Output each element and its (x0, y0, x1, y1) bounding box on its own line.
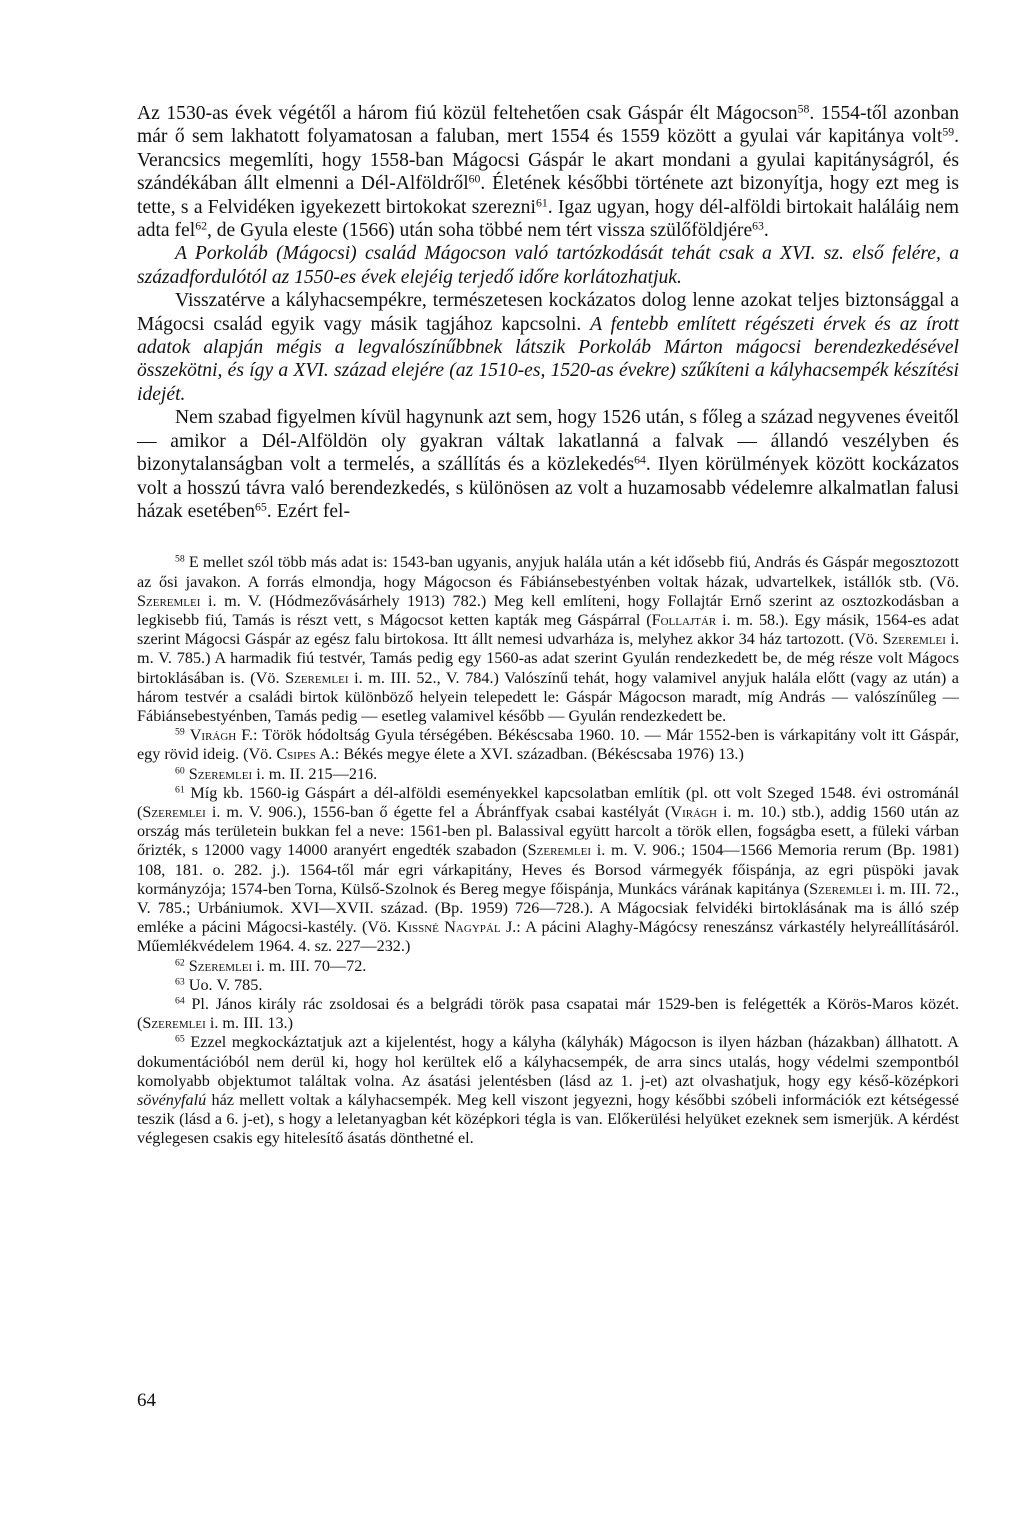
italic-run: A Porkoláb (Mágocsi) család Mágocson való tartózkodását tehát csak a XVI. sz. első felére, a századfordulótól az 1550-es évek elejéig terjedő időre korlátozhatjuk. (137, 243, 959, 288)
footnote: $^{62}$ Szeremlei i. m. III. 70—72. (175, 956, 367, 975)
footnote-ref: 61 (535, 196, 548, 210)
footnote-ref: 59 (175, 726, 185, 738)
footnote: $^{61}$ Míg kb. 1560-ig Gáspárt a dél-alföldi eseményekkel kapcsolatban említik (pl. ott volt Szeged 1548. évi ostrománál (Szeremlei i. m. V. 906.), 1556-ban ő égette fel a Ábránffyak csabai kastélyát (Virágh i. m. 10.) stb.), addig 1560 után az ország más területein bukkan fel a neve: 1561-ben pl. Balassival együtt harcolt a török ellen, fogságba esett, a füleki várban őrizték, s 12000 vagy 14000 aranyért engedték szabadon (Szeremlei i. m. V. 906.; 1504—1566 Memoria rerum (Bp. 1981) 108, 181. o. 282. j.). 1564-től már egri várkapitány, Heves és Borsod vármegyék főispánja, az egri püspöki javak kormányzója; 1574-ben Torna, Külső-Szolnok és Bereg megye főispánja, Munkács várának kapitánya (Szeremlei i. m. III. 72., V. 785.; Urbániumok. XVI—XVII. század. (Bp. 1959) 726—728.). A Mágocsiak felvidéki birtoklásának ma is álló szép emléke a pácini Mágocsi-kastély. (Vö. Kissné Nagypál J.: A pácini Alaghy-Mágócsy reneszánsz várkastély helyreállításáról. Műemlékvédelem 1964. 4. sz. 227—232.) (137, 783, 960, 956)
footnote-ref: 61 (175, 784, 185, 796)
footnote: $^{65}$ Ezzel megkockáztatjuk azt a kijelentést, hogy a kályha (kályhák) Mágocson is ilyen házban (házakban) állhatott. A dokumentációból nem derül ki, hogy hol kerültek elő a kályhacsempék, de arra sincs utalás, hogy védelmi szempontból komolyabb objektumot találtak volna. Az ásatási jelentésben (lásd az 1. j-et) azt olvashatjuk, hogy egy késő-középkori sövényfalú ház mellett voltak a kályhacsempék. Meg kell viszont jegyezni, hogy későbbi szóbeli információk ezt kétségessé teszik (lásd a 6. j-et), s hogy a leletanyagban két középkori tégla is van. Előkerülési helyüket ezeknek sem ismerjük. A kérdést véglegesen csakis egy hitelesítő ásatás dönthetné el. (137, 1033, 959, 1148)
author-name: Virágh (189, 726, 237, 745)
footnote-ref: 58 (175, 553, 185, 565)
author-name: Virágh (670, 802, 717, 821)
footnote: $^{60}$ Szeremlei i. m. II. 215—216. (175, 764, 378, 783)
footnote-ref: 65 (175, 1034, 185, 1046)
author-name: Szeremlei (285, 668, 349, 687)
footnote-ref: 64 (634, 453, 646, 467)
footnote-ref: 63 (752, 219, 764, 233)
italic-run: sövényfalú (137, 1091, 207, 1109)
footnote-ref: 65 (255, 500, 267, 514)
author-name: Kissné Nagypál (396, 918, 501, 937)
footnote: $^{64}$ Pl. János király rác zsoldosai és a belgrádi török pasa csapatai már 1529-ben is felégették a Körös-Maros közét. (Szeremlei i. m. III. 13.) (137, 994, 959, 1033)
footnote-ref: 62 (195, 219, 207, 233)
paragraph: Nem szabad figyelmen kívül hagynunk azt sem, hogy 1526 után, s főleg a század negyvenes éveitől — amikor a Dél-Alföldön oly gyakran váltak lakatlanná a falvak — állandó veszélyben és bizonytalanságban volt a termelés, a szállítás és a közlekedés$^{64}$. Ilyen körülmények között kockázatos volt a hosszú távra való berendezkedés, s különösen az volt a huzamosabb védelemre alkalmatlan falusi házak esetében$^{65}$. Ezért fel- (137, 407, 959, 522)
author-name: Szeremlei (527, 841, 592, 860)
author-name: Csipes (276, 745, 316, 764)
footnote-ref: 63 (175, 976, 185, 988)
author-name: Follajtár (651, 610, 717, 629)
footnote-ref: 59 (942, 125, 955, 139)
author-name: Szeremlei (809, 879, 873, 898)
author-name: Szeremlei (142, 1014, 206, 1033)
author-name: Szeremlei (188, 764, 253, 783)
paragraph: Az 1530-as évek végétől a három fiú közül feltehetően csak Gáspár élt Mágocson$^{58}$. 1554-től azonban már ő sem lakhatott folyamatosan a faluban, mert 1554 és 1559 között a gyulai vár kapitánya volt$^{59}$. Verancsics megemlíti, hogy 1558-ban Mágocsi Gáspár le akart mondani a gyulai kapitányságról, és szándékában állt elmenni a Dél-Alföldről$^{60}$. Életének későbbi története azt bizonyítja, hogy ezt meg is tette, s a Felvidéken igyekezett birtokokat szerezni$^{61}$. Igaz ugyan, hogy dél-alföldi birtokait haláláig nem adta fel$^{62}$, de Gyula eleste (1566) után soha többé nem tért vissza szülőföldjére$^{63}$. (137, 102, 960, 242)
footnote-ref: 62 (175, 957, 185, 969)
footnote-ref: 60 (468, 172, 481, 186)
footnote-ref: 64 (175, 995, 185, 1007)
author-name: Szeremlei (137, 591, 201, 610)
footnotes (137, 553, 959, 1148)
paragraph: Visszatérve a kályhacsempékre, természetesen kockázatos dolog lenne azokat teljes biztonsággal a Mágocsi család egyik vagy másik tagjához kapcsolni. A fentebb említett régészeti érvek és az írott adatok alapján mégis a legvalószínűbbnek látszik Porkoláb Márton mágocsi berendezkedésével összekötni, és így a XVI. század elejére (az 1510-es, 1520-as évekre) szűkíteni a kályhacsempék készítési idejét. (137, 290, 959, 405)
footnote: $^{59}$ Virágh F.: Török hódoltság Gyula térségében. Békéscsaba 1960. 10. — Már 1552-ben is várkapitány volt itt Gáspár, egy rövid ideig. (Vö. Csipes A.: Békés megye élete a XVI. században. (Békéscsaba 1976) 13.) (137, 726, 960, 764)
footnote-ref: 60 (175, 765, 185, 777)
main-text (137, 102, 959, 523)
footnote: $^{63}$ Uo. V. 785. (175, 975, 263, 994)
author-name: Szeremlei (188, 956, 253, 975)
page-number: 64 (137, 1390, 156, 1411)
page (137, 98, 959, 1149)
footnote-ref: 58 (797, 102, 810, 116)
author-name: Szeremlei (882, 630, 946, 649)
italic-run: A fentebb említett régészeti érvek és az írott adatok alapján mégis a legvalószínűbbnek látszik Porkoláb Márton mágocsi berendezkedésével összekötni, és így a XVI. század elejére (az 1510-es, 1520-as évekre) szűkíteni a kályhacsempék készítési idejét. (137, 313, 959, 405)
paragraph (137, 242, 959, 289)
footnote: $^{58}$ E mellet szól több más adat is: 1543-ban ugyanis, anyjuk halála után a két idősebb fiú, András és Gáspár megosztozott az ősi javakon. A forrás elmondja, hogy Mágocson és Fábiánsebestyénben voltak házak, udvartelkek, istállók stb. (Vö. Szeremlei i. m. V. (Hódmezővásárhely 1913) 782.) Meg kell említeni, hogy Follajtár Ernő szerint az osztozkodásban a legkisebb fiú, Tamás is részt vett, s Mágocsot ketten kapták meg Gáspárral (Follajtár i. m. 58.). Egy másik, 1564-es adat szerint Mágocsi Gáspár az egész falu birtokosa. Itt állt nemesi udvarháza is, melyhez akkor 34 ház tartozott. (Vö. Szeremlei i. m. V. 785.) A harmadik fiú testvér, Tamás pedig egy 1560-as adat szerint Gyulán rendezkedett be, de még része volt Mágocs birtoklásában is. (Vö. Szeremlei i. m. III. 52., V. 784.) Valószínű tehát, hogy valamivel anyjuk halála előtt (vagy az után) a három testvér a családi birtok különböző helyein telepedett le: Gáspár Mágocson maradt, míg András — valószínűleg — Fábiánsebestyénben, Tamás pedig — esetleg valamivel később — Gyulán rendezkedett be. (137, 553, 959, 725)
author-name: Szeremlei (142, 802, 206, 821)
